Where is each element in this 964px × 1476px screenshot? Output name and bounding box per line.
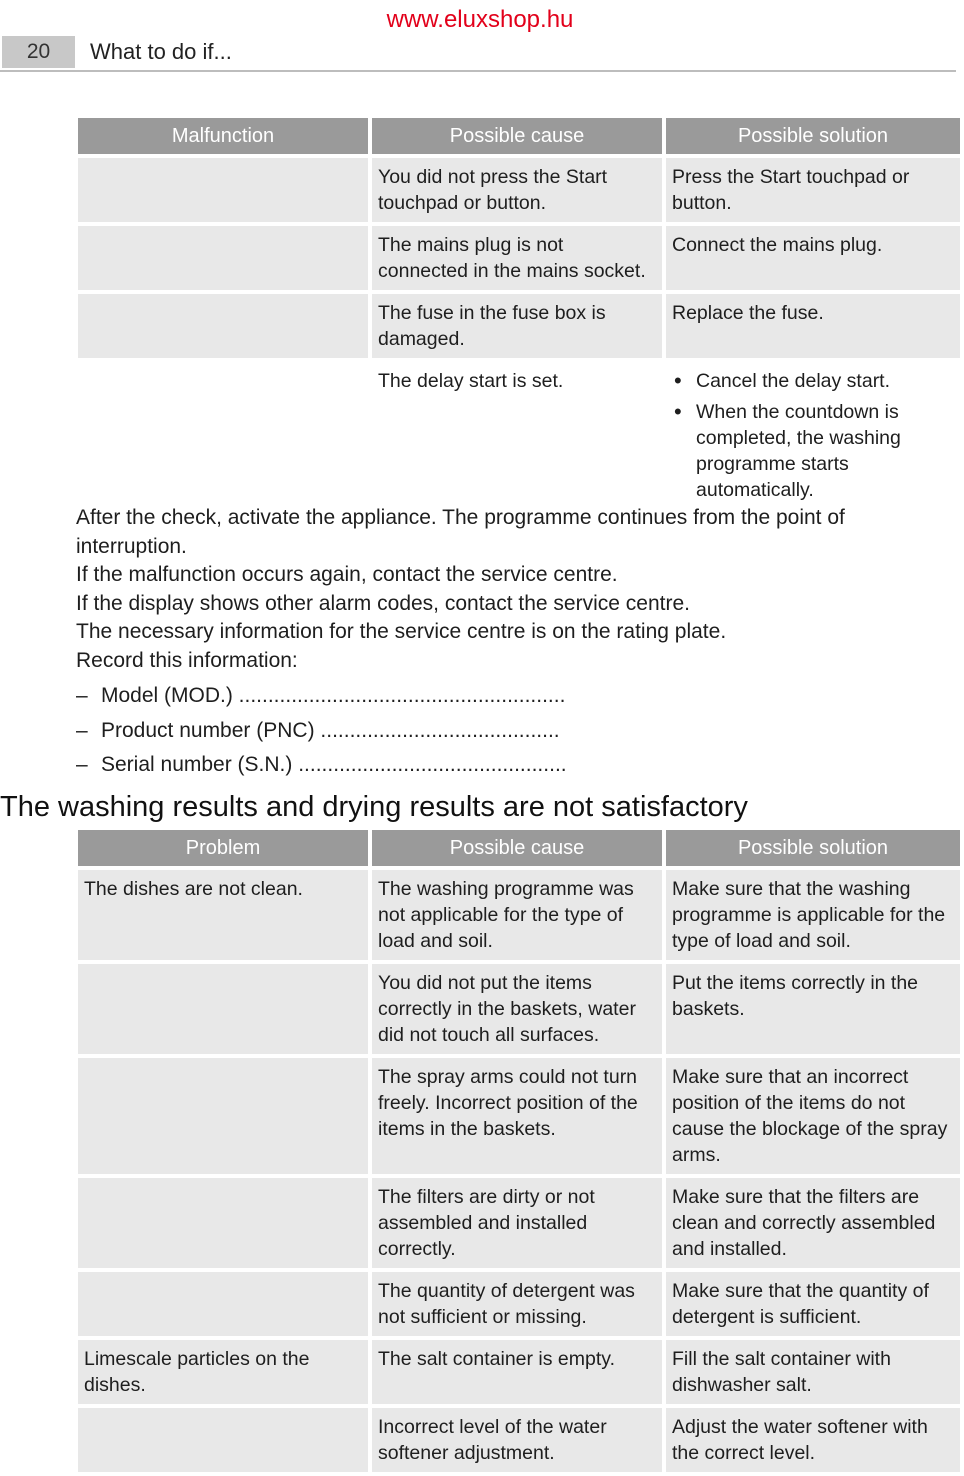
list-item: • Cancel the delay start. bbox=[672, 368, 952, 394]
malfunction-cell bbox=[78, 294, 368, 358]
solution-cell: Connect the mains plug. bbox=[666, 226, 960, 290]
table-row bbox=[78, 294, 960, 358]
list-item: – Product number (PNC) ......................................... bbox=[76, 714, 956, 749]
paragraph: Record this information: bbox=[76, 648, 298, 672]
page-header bbox=[0, 36, 960, 74]
list-item: • When the countdown is completed, the washing programme starts automatically. bbox=[672, 399, 952, 503]
solution-cell: Make sure that the quantity of detergent is sufficient. bbox=[666, 1272, 960, 1336]
cause-cell: You did not press the Start touchpad or button. bbox=[372, 158, 662, 222]
solution-cell: Make sure that the filters are clean and correctly assembled and installed. bbox=[666, 1178, 960, 1268]
cause-cell: The washing programme was not applicable for the type of load and soil. bbox=[372, 870, 662, 960]
table-row bbox=[78, 226, 960, 290]
solution-cell: Replace the fuse. bbox=[666, 294, 960, 358]
cause-cell: The quantity of detergent was not sufficient or missing. bbox=[372, 1272, 662, 1336]
washing-results-table bbox=[74, 826, 964, 1476]
list-item: – Model (MOD.) ........................................................ bbox=[76, 679, 956, 714]
page-number: 20 bbox=[2, 36, 75, 68]
header-divider bbox=[0, 70, 956, 72]
solution-cell bbox=[666, 362, 960, 514]
solution-cell: Adjust the water softener with the correct level. bbox=[666, 1408, 960, 1472]
problem-cell bbox=[78, 1272, 368, 1336]
table-row bbox=[78, 1340, 960, 1404]
problem-cell: Limescale particles on the dishes. bbox=[78, 1340, 368, 1404]
after-check-text bbox=[76, 504, 956, 783]
table-row bbox=[78, 1178, 960, 1268]
section-title: What to do if... bbox=[90, 39, 232, 64]
column-header-cause: Possible cause bbox=[372, 830, 662, 866]
table-row bbox=[78, 1408, 960, 1472]
paragraph: If the display shows other alarm codes, contact the service centre. bbox=[76, 591, 690, 615]
cause-cell: You did not put the items correctly in the baskets, water did not touch all surfaces. bbox=[372, 964, 662, 1054]
paragraph: If the malfunction occurs again, contact the service centre. bbox=[76, 563, 618, 586]
malfunction-cell bbox=[78, 362, 368, 514]
column-header-solution: Possible solution bbox=[666, 118, 960, 154]
column-header-malfunction: Malfunction bbox=[78, 118, 368, 154]
solution-cell: Press the Start touchpad or button. bbox=[666, 158, 960, 222]
table-row bbox=[78, 158, 960, 222]
list-item: – Serial number (S.N.) .............................................. bbox=[76, 748, 956, 783]
malfunction-cell bbox=[78, 158, 368, 222]
problem-cell bbox=[78, 1178, 368, 1268]
problem-cell bbox=[78, 964, 368, 1054]
record-info-list bbox=[76, 679, 956, 783]
cause-cell: The fuse in the fuse box is damaged. bbox=[372, 294, 662, 358]
table-row bbox=[78, 1272, 960, 1336]
cause-cell: The filters are dirty or not assembled and installed correctly. bbox=[372, 1178, 662, 1268]
column-header-cause: Possible cause bbox=[372, 118, 662, 154]
malfunction-table bbox=[74, 114, 964, 518]
problem-cell bbox=[78, 1408, 368, 1472]
problem-cell bbox=[78, 1058, 368, 1174]
cause-cell: Incorrect level of the water softener adjustment. bbox=[372, 1408, 662, 1472]
problem-cell: The dishes are not clean. bbox=[78, 870, 368, 960]
paragraph: The necessary information for the service centre is on the rating plate. bbox=[76, 620, 727, 643]
table-row bbox=[78, 1058, 960, 1174]
paragraph: After the check, activate the appliance. The programme continues from the point of interruption. bbox=[76, 506, 845, 558]
solution-cell: Put the items correctly in the baskets. bbox=[666, 964, 960, 1054]
table-header-row bbox=[78, 118, 960, 154]
table-row bbox=[78, 362, 960, 514]
solution-cell: Fill the salt container with dishwasher salt. bbox=[666, 1340, 960, 1404]
solution-cell: Make sure that an incorrect position of the items do not cause the blockage of the spray arms. bbox=[666, 1058, 960, 1174]
cause-cell: The delay start is set. bbox=[372, 362, 662, 514]
solution-bullet-list bbox=[672, 368, 952, 503]
cause-cell: The spray arms could not turn freely. Incorrect position of the items in the baskets. bbox=[372, 1058, 662, 1174]
column-header-solution: Possible solution bbox=[666, 830, 960, 866]
table-header-row bbox=[78, 830, 960, 866]
table-row bbox=[78, 870, 960, 960]
malfunction-cell bbox=[78, 226, 368, 290]
section-heading: The washing results and drying results are not satisfactory bbox=[0, 791, 748, 823]
site-url[interactable]: www.eluxshop.hu bbox=[386, 6, 574, 33]
cause-cell: The mains plug is not connected in the mains socket. bbox=[372, 226, 662, 290]
column-header-problem: Problem bbox=[78, 830, 368, 866]
solution-cell: Make sure that the washing programme is applicable for the type of load and soil. bbox=[666, 870, 960, 960]
table-row bbox=[78, 964, 960, 1054]
cause-cell: The salt container is empty. bbox=[372, 1340, 662, 1404]
